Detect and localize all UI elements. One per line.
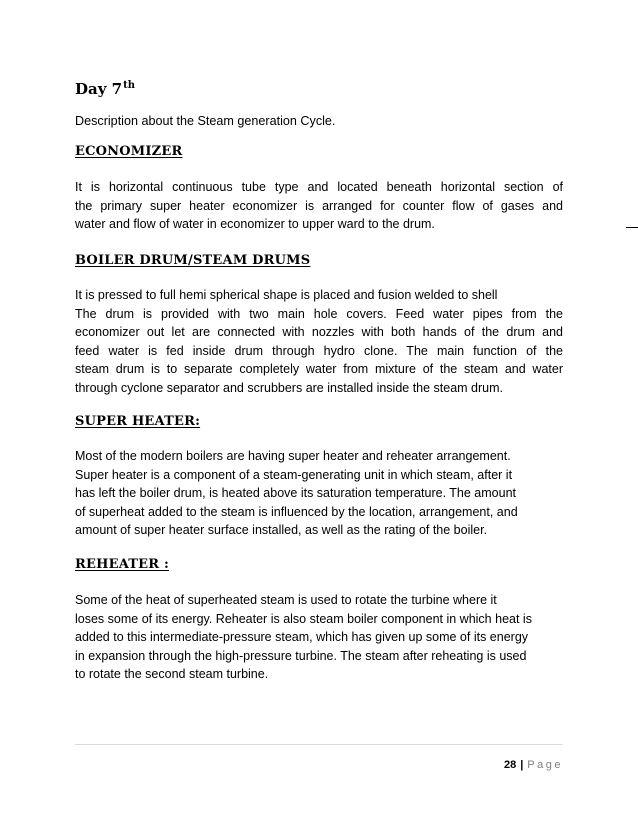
text-line: added to this intermediate-pressure steam, which has given up some of its energy <box>75 630 529 644</box>
section-body-super-heater <box>75 447 563 540</box>
page-label: Page <box>527 759 563 771</box>
day-title: Day 7 <box>75 80 123 98</box>
text-line: loses some of its energy. Reheater is also steam boiler component in which heat is <box>75 611 532 626</box>
text-line: through cyclone separator and scrubbers are installed inside the steam drum. <box>75 380 504 395</box>
section-heading-boiler-drum: BOILER DRUM/STEAM DRUMS <box>75 253 311 268</box>
section-body-boiler-drum <box>75 286 563 397</box>
day-heading <box>75 80 135 98</box>
text-line: has left the boiler drum, is heated above its saturation temperature. The amount <box>75 486 516 500</box>
page-footer <box>504 759 563 771</box>
text-line: of superheat added to the steam is influenced by the location, arrangement, and <box>75 504 518 519</box>
text-line: to rotate the second steam turbine. <box>75 667 269 681</box>
text-line: The drum is provided with two main hole covers. Feed water pipes from the <box>75 306 563 321</box>
footer-divider <box>75 744 563 745</box>
text-line: Some of the heat of superheated steam is used to rotate the turbine where it <box>75 593 497 607</box>
text-line: economizer out let are connected with nozzles with both hands of the drum and <box>75 325 563 339</box>
description: Description about the Steam generation Cycle. <box>75 114 336 128</box>
section-heading-economizer: ECONOMIZER <box>75 144 183 159</box>
footer-separator: | <box>520 759 524 771</box>
text-line: It is pressed to full hemi spherical shape is placed and fusion welded to shell <box>75 288 498 302</box>
margin-mark <box>626 227 638 228</box>
section-heading-super-heater: SUPER HEATER: <box>75 414 201 429</box>
section-body-reheater <box>75 591 563 684</box>
text-line: amount of super heater surface installed, as well as the rating of the boiler. <box>75 523 488 537</box>
text-line: It is horizontal continuous tube type and located beneath horizontal section of <box>75 180 563 194</box>
text-line: Super heater is a component of a steam-generating unit in which steam, after it <box>75 467 513 482</box>
text-line: water and flow of water in economizer to upper ward to the drum. <box>75 217 435 231</box>
page-number: 28 <box>503 759 517 771</box>
section-body-economizer <box>75 178 563 234</box>
text-line: Most of the modern boilers are having super heater and reheater arrangement. <box>75 449 511 463</box>
text-line: the primary super heater economizer is arranged for counter flow of gases and <box>75 198 563 213</box>
section-heading-reheater: REHEATER : <box>75 557 169 572</box>
day-superscript: th <box>123 80 135 91</box>
text-line: steam drum is to separate completely water from mixture of the steam and water <box>75 362 563 376</box>
text-line: feed water is fed inside drum through hydro clone. The main function of the <box>75 343 563 358</box>
text-line: in expansion through the high-pressure turbine. The steam after reheating is used <box>75 648 527 663</box>
